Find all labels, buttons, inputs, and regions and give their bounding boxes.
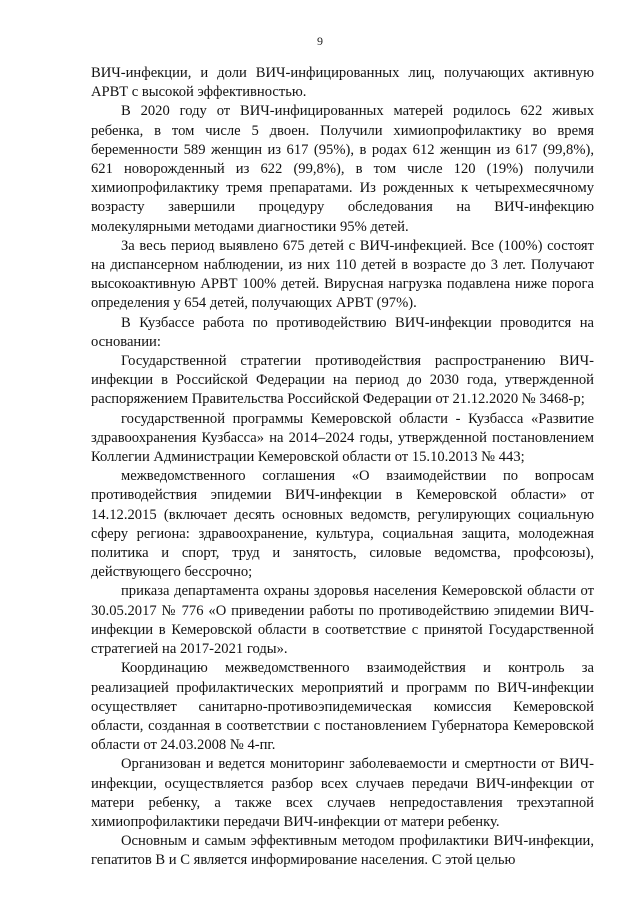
paragraph-interagency-agreement: межведомственного соглашения «О взаимодействии по вопросам противодействия эпидемии ВИЧ-инфекции в Кемеровской области» от 14.12.2015 (включает десять основных ведомств, регулирующих социальную сферу региона: здравоохранение, культура, социальная защита, молодежная политика и спорт, труд и занятость, силовые ведомства, профсоюзы), действующего бессрочно;	[91, 468, 594, 581]
paragraph-hiv-share-continuation: ВИЧ-инфекции, и доли ВИЧ-инфицированных лиц, получающих активную АРВТ с высокой эффективностью.	[91, 65, 594, 101]
paragraph-state-strategy: Государственной стратегии противодействия распространению ВИЧ-инфекции в Российской Федерации на период до 2030 года, утвержденной распоряжением Правительства Российской Федерации от 21.12.2020 № 3468-р;	[91, 353, 594, 408]
paragraph-legal-basis-intro: В Кузбассе работа по противодействию ВИЧ-инфекции проводится на основании:	[91, 314, 594, 350]
page-body	[91, 64, 594, 871]
paragraph-monitoring: Организован и ведется мониторинг заболеваемости и смертности от ВИЧ-инфекции, осуществляется разбор всех случаев передачи ВИЧ-инфекции от матери ребенку, а также всех случаев непредоставления трехэтапной химиопрофилактики передачи ВИЧ-инфекции от матери ребенку.	[91, 756, 594, 830]
paragraph-state-program: государственной программы Кемеровской области - Кузбасса «Развитие здравоохранения Кузбасса» на 2014–2024 годы, утвержденной постановлением Коллегии Администрации Кемеровской области от 15.10.2013 № 443;	[91, 410, 594, 466]
paragraph-prevention-info: Основным и самым эффективным методом профилактики ВИЧ-инфекции, гепатитов В и С является информирование населения. С этой целью	[91, 833, 594, 869]
page-number: 9	[317, 34, 323, 48]
paragraph-children-total: За весь период выявлено 675 детей с ВИЧ-инфекцией. Все (100%) состоят на диспансерном наблюдении, из них 110 детей в возрасте до 3 лет. Получают высокоактивную АРВТ 100% детей. Вирусная нагрузка подавлена ниже порога определения у 654 детей, получающих АРВТ (97%).	[91, 237, 594, 312]
paragraph-births-2020: В 2020 году от ВИЧ-инфицированных матерей родилось 622 живых ребенка, в том числе 5 двоен. Получили химиопрофилактику во время беременности 589 женщин из 617 (95%), в родах 612 женщин из 617 (99,8%), 621 новорожденный из 622 (99,8%), в том числе 120 (19%) получили химиопрофилактику тремя препаратами. Из рожденных к четырехмесячному возрасту завершили процедуру обследования на ВИЧ-инфекцию молекулярными методами диагностики 95% детей.	[91, 103, 594, 235]
paragraph-coordination: Координацию межведомственного взаимодействия и контроль за реализацией профилактических мероприятий и программ по ВИЧ-инфекции осуществляет санитарно-противоэпидемическая комиссия Кемеровской области, созданная в соответствии с постановлением Губернатора Кемеровской области от 24.03.2008 № 4-пг.	[91, 660, 594, 754]
paragraph-department-order: приказа департамента охраны здоровья населения Кемеровской области от 30.05.2017 № 776 «О приведении работы по противодействию эпидемии ВИЧ-инфекции в Кемеровской области в соответствие с принятой Государственной стратегией на 2017-2021 годы».	[91, 583, 594, 658]
